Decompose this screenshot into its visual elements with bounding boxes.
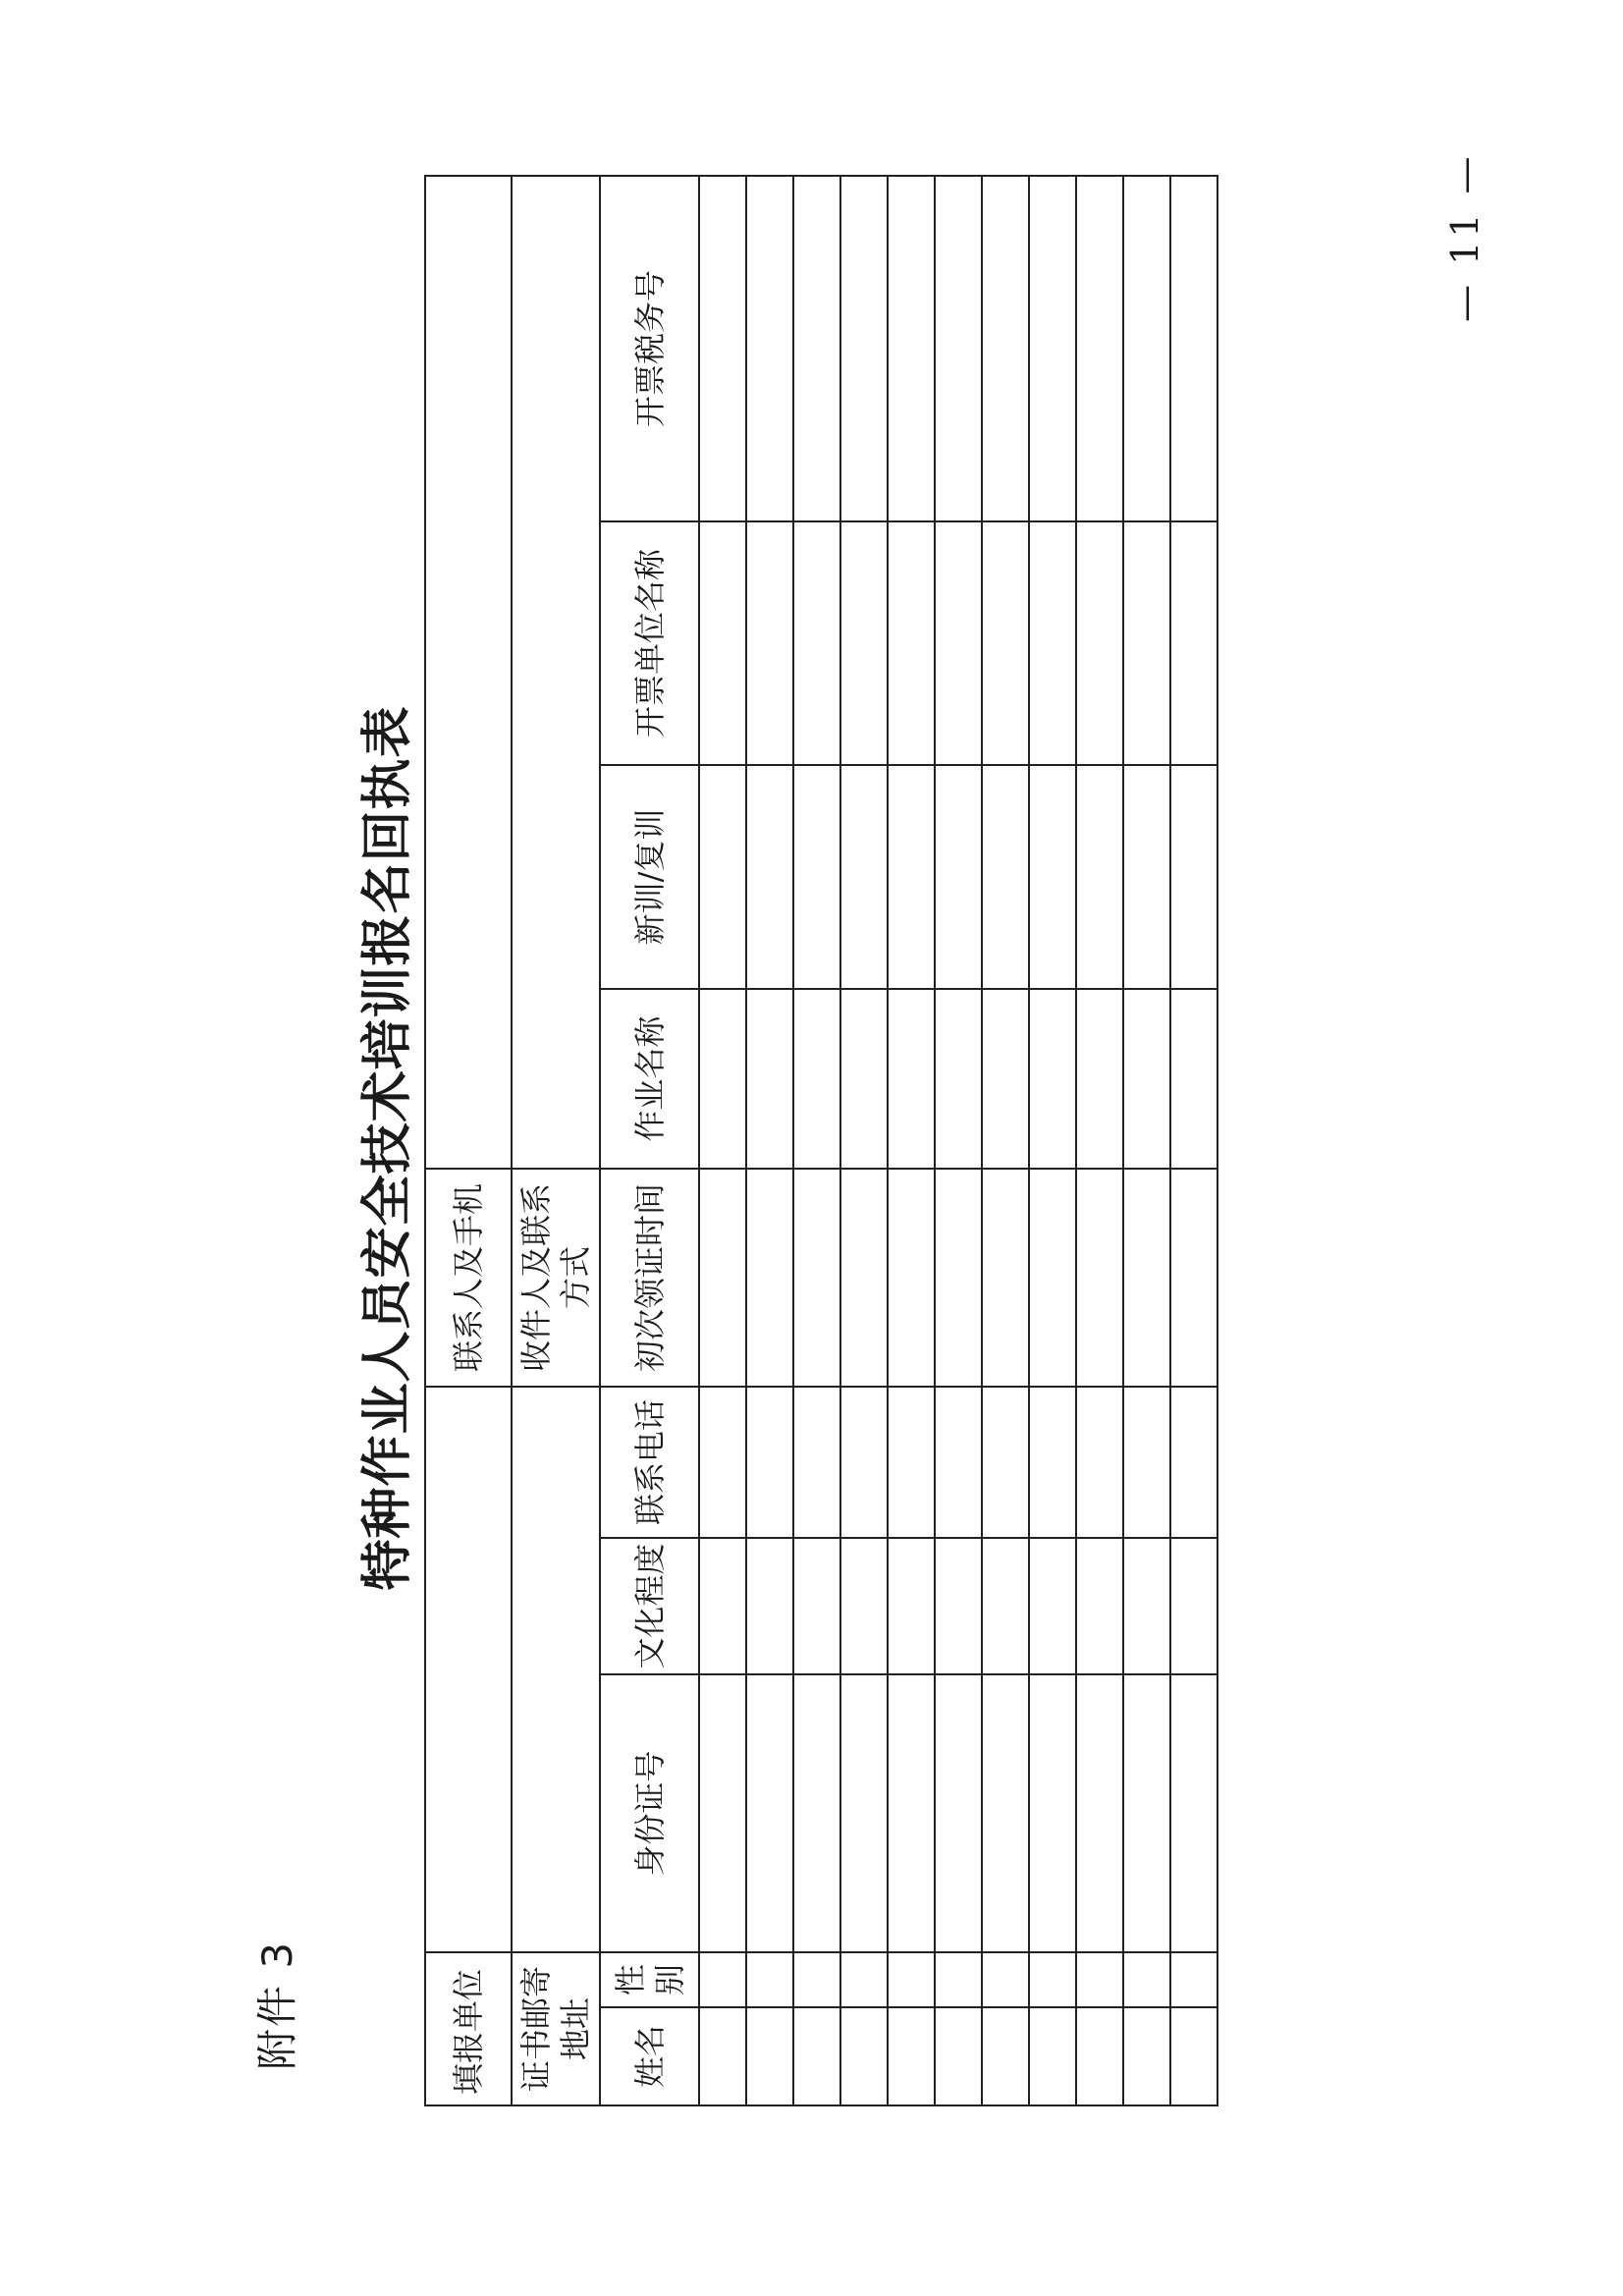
- table-cell[interactable]: [982, 1952, 1029, 2007]
- contact-label: 联系人及手机: [425, 1169, 512, 1387]
- table-row: [793, 176, 840, 2105]
- table-cell[interactable]: [1123, 1538, 1170, 1674]
- table-cell[interactable]: [888, 765, 935, 989]
- table-cell[interactable]: [793, 989, 840, 1169]
- table-cell[interactable]: [982, 989, 1029, 1169]
- table-cell[interactable]: [1076, 1952, 1123, 2007]
- column-header-row: [600, 176, 699, 2105]
- table-cell[interactable]: [699, 765, 746, 989]
- table-row: [935, 176, 982, 2105]
- table-cell[interactable]: [1029, 765, 1076, 989]
- table-cell[interactable]: [982, 521, 1029, 765]
- table-cell[interactable]: [982, 1538, 1029, 1674]
- table-cell[interactable]: [1123, 765, 1170, 989]
- receiver-field[interactable]: [512, 176, 600, 1169]
- table-cell[interactable]: [935, 765, 982, 989]
- table-cell[interactable]: [1170, 1674, 1217, 1952]
- table-row: [1170, 176, 1217, 2105]
- info-row-unit: [425, 176, 512, 2105]
- table-cell[interactable]: [935, 989, 982, 1169]
- table-cell[interactable]: [1029, 176, 1076, 521]
- table-cell[interactable]: [935, 1387, 982, 1538]
- table-cell[interactable]: [935, 1538, 982, 1674]
- column-header: 作业名称: [600, 989, 699, 1169]
- table-cell[interactable]: [699, 1387, 746, 1538]
- table-cell[interactable]: [935, 2007, 982, 2105]
- table-cell[interactable]: [1123, 989, 1170, 1169]
- table-cell[interactable]: [699, 176, 746, 521]
- table-cell[interactable]: [1076, 989, 1123, 1169]
- table-cell[interactable]: [793, 521, 840, 765]
- table-cell[interactable]: [1123, 1169, 1170, 1387]
- table-cell[interactable]: [1029, 989, 1076, 1169]
- table-cell[interactable]: [935, 1169, 982, 1387]
- table-cell[interactable]: [1123, 176, 1170, 521]
- table-cell[interactable]: [1123, 2007, 1170, 2105]
- table-cell[interactable]: [840, 176, 888, 521]
- annex-label: 附件 3: [253, 1940, 301, 2070]
- table-cell[interactable]: [840, 989, 888, 1169]
- table-cell[interactable]: [888, 1952, 935, 2007]
- contact-field[interactable]: [425, 176, 512, 1169]
- table-cell[interactable]: [699, 1674, 746, 1952]
- table-cell[interactable]: [840, 2007, 888, 2105]
- table-cell[interactable]: [935, 521, 982, 765]
- table-cell[interactable]: [982, 176, 1029, 521]
- table-cell[interactable]: [1170, 989, 1217, 1169]
- table-cell[interactable]: [746, 176, 793, 521]
- table-cell[interactable]: [888, 2007, 935, 2105]
- table-cell[interactable]: [699, 521, 746, 765]
- column-header: 开票税务号: [600, 176, 699, 521]
- table-cell[interactable]: [1029, 1169, 1076, 1387]
- table-cell[interactable]: [1170, 1387, 1217, 1538]
- table-row: [746, 176, 793, 2105]
- table-row: [840, 176, 888, 2105]
- table-cell[interactable]: [746, 2007, 793, 2105]
- table-cell[interactable]: [1170, 2007, 1217, 2105]
- table-cell[interactable]: [1170, 1169, 1217, 1387]
- table-cell[interactable]: [699, 1952, 746, 2007]
- table-cell[interactable]: [699, 1538, 746, 1674]
- table-cell[interactable]: [1029, 521, 1076, 765]
- table-cell[interactable]: [1076, 176, 1123, 521]
- table-cell[interactable]: [1170, 1952, 1217, 2007]
- table-cell[interactable]: [888, 521, 935, 765]
- mailing-address-field[interactable]: [512, 1387, 600, 1952]
- table-cell[interactable]: [840, 765, 888, 989]
- mailing-address-label: 证书邮寄地址: [512, 1952, 600, 2105]
- table-cell[interactable]: [982, 1387, 1029, 1538]
- table-cell[interactable]: [746, 1538, 793, 1674]
- table-cell[interactable]: [1029, 1952, 1076, 2007]
- table-cell[interactable]: [793, 1674, 840, 1952]
- table-cell[interactable]: [888, 989, 935, 1169]
- column-header: 文化程度: [600, 1538, 699, 1674]
- reporting-unit-label: 填报单位: [425, 1952, 512, 2105]
- table-cell[interactable]: [1123, 1952, 1170, 2007]
- table-cell[interactable]: [746, 1387, 793, 1538]
- column-header: 性别: [600, 1952, 699, 2007]
- table-cell[interactable]: [982, 1674, 1029, 1952]
- table-cell[interactable]: [840, 1674, 888, 1952]
- page-title: 特种作业人员安全技术培训报名回执表: [357, 705, 417, 1591]
- table-cell[interactable]: [1076, 765, 1123, 989]
- column-header: 姓名: [600, 2007, 699, 2105]
- column-header: 初次领证时间: [600, 1169, 699, 1387]
- table-cell[interactable]: [1076, 1674, 1123, 1952]
- table-cell[interactable]: [1076, 2007, 1123, 2105]
- table-cell[interactable]: [793, 176, 840, 521]
- table-cell[interactable]: [1029, 2007, 1076, 2105]
- table-cell[interactable]: [746, 765, 793, 989]
- table-cell[interactable]: [1029, 1387, 1076, 1538]
- table-cell[interactable]: [793, 765, 840, 989]
- table-cell[interactable]: [699, 1169, 746, 1387]
- table-cell[interactable]: [1076, 1387, 1123, 1538]
- table-cell[interactable]: [1123, 1674, 1170, 1952]
- table-cell[interactable]: [1170, 521, 1217, 765]
- table-cell[interactable]: [982, 1169, 1029, 1387]
- table-row: [699, 176, 746, 2105]
- table-cell[interactable]: [1123, 521, 1170, 765]
- column-header: 身份证号: [600, 1674, 699, 1952]
- table-row: [982, 176, 1029, 2105]
- table-row: [1029, 176, 1076, 2105]
- info-row-address: [512, 176, 600, 2105]
- table-cell[interactable]: [1123, 1387, 1170, 1538]
- reporting-unit-field[interactable]: [425, 1387, 512, 1952]
- table-cell[interactable]: [746, 989, 793, 1169]
- receiver-label: 收件人及联系方式: [512, 1169, 600, 1387]
- table-cell[interactable]: [1076, 1538, 1123, 1674]
- table-cell[interactable]: [888, 176, 935, 521]
- table-row: [1076, 176, 1123, 2105]
- table-cell[interactable]: [982, 2007, 1029, 2105]
- column-header: 开票单位名称: [600, 521, 699, 765]
- table-row: [888, 176, 935, 2105]
- table-cell[interactable]: [793, 1538, 840, 1674]
- table-cell[interactable]: [1076, 521, 1123, 765]
- column-header: 新训/复训: [600, 765, 699, 989]
- table-cell[interactable]: [793, 1387, 840, 1538]
- table-cell[interactable]: [746, 521, 793, 765]
- table-cell[interactable]: [793, 1169, 840, 1387]
- table-cell[interactable]: [840, 1169, 888, 1387]
- table-cell[interactable]: [1076, 1169, 1123, 1387]
- table-cell[interactable]: [840, 1387, 888, 1538]
- registration-table: [424, 175, 1218, 2106]
- table-row: [1123, 176, 1170, 2105]
- table-cell[interactable]: [746, 1952, 793, 2007]
- table-cell[interactable]: [1170, 765, 1217, 989]
- table-cell[interactable]: [840, 1952, 888, 2007]
- table-cell[interactable]: [699, 2007, 746, 2105]
- page-number: — 11 —: [1443, 152, 1487, 322]
- table-cell[interactable]: [746, 1674, 793, 1952]
- table-cell[interactable]: [888, 1169, 935, 1387]
- table-cell[interactable]: [840, 1538, 888, 1674]
- table-cell[interactable]: [935, 176, 982, 521]
- table-cell[interactable]: [935, 1952, 982, 2007]
- column-header: 联系电话: [600, 1387, 699, 1538]
- table-cell[interactable]: [793, 2007, 840, 2105]
- table-cell[interactable]: [746, 1169, 793, 1387]
- table-cell[interactable]: [888, 1674, 935, 1952]
- table-cell[interactable]: [982, 765, 1029, 989]
- table-cell[interactable]: [840, 521, 888, 765]
- table-cell[interactable]: [1170, 1538, 1217, 1674]
- table-cell[interactable]: [793, 1952, 840, 2007]
- table-cell[interactable]: [1029, 1674, 1076, 1952]
- table-cell[interactable]: [888, 1387, 935, 1538]
- table-cell[interactable]: [1170, 176, 1217, 521]
- table-cell[interactable]: [1029, 1538, 1076, 1674]
- table-cell[interactable]: [699, 989, 746, 1169]
- table-cell[interactable]: [888, 1538, 935, 1674]
- table-cell[interactable]: [935, 1674, 982, 1952]
